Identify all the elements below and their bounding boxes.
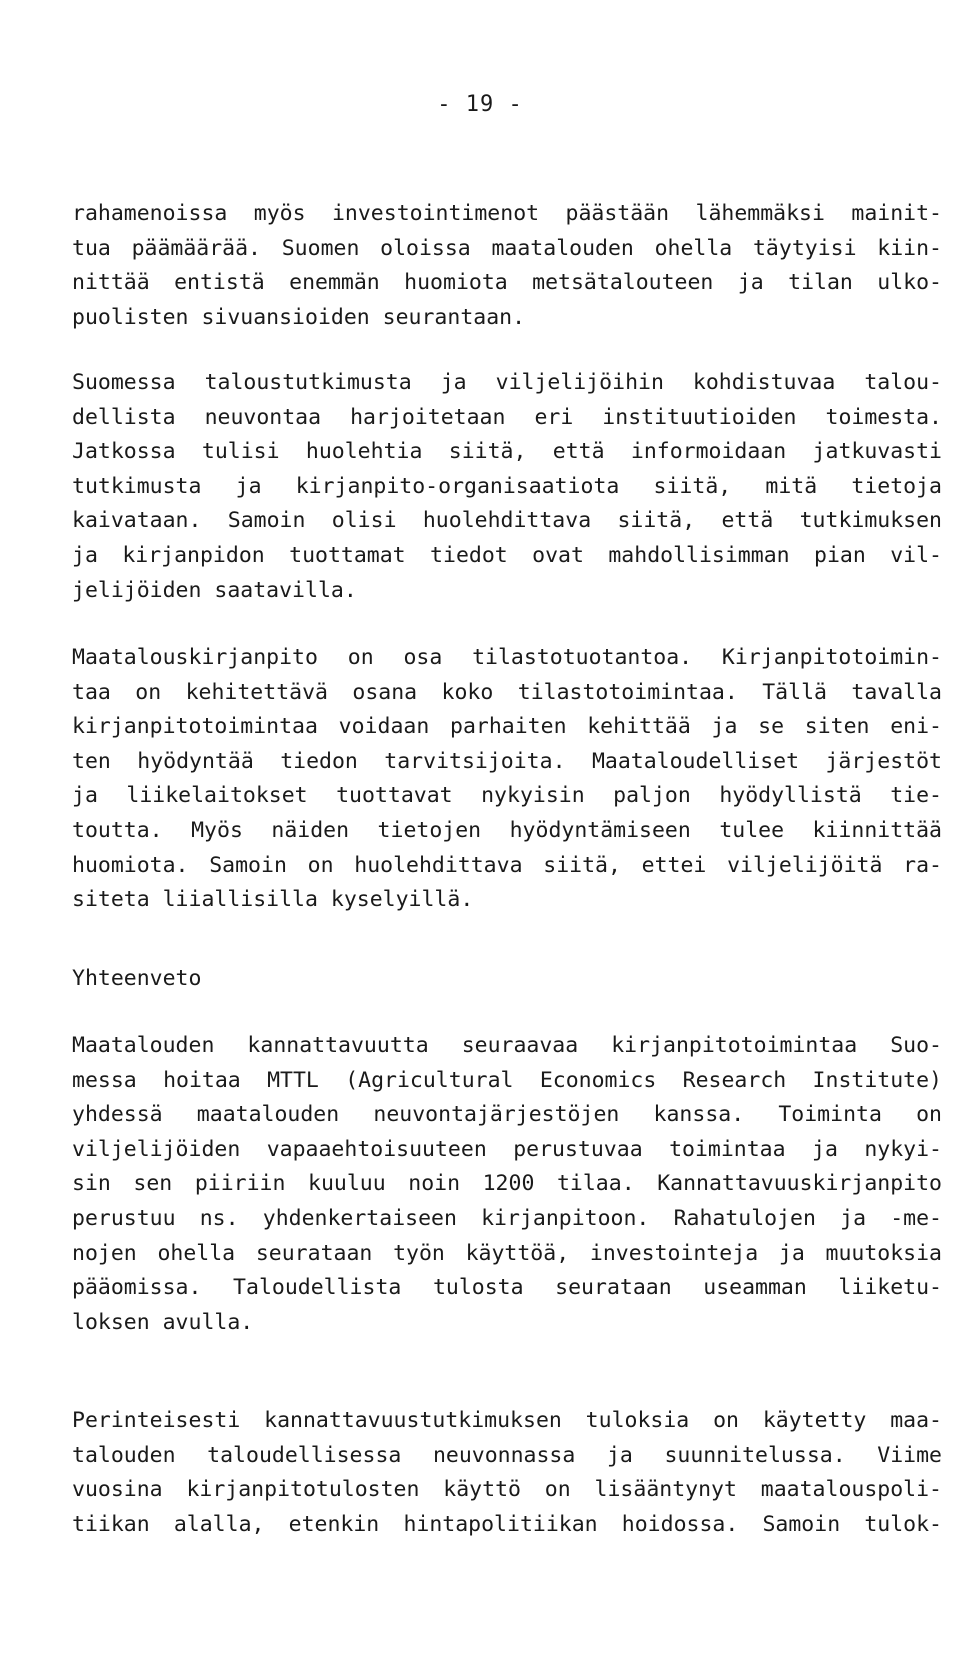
paragraph-3 [72,641,942,918]
text-line: ten hyödyntää tiedon tarvitsijoita. Maataloudelliset järjestöt [72,748,942,774]
text-line: perustuu ns. yhdenkertaiseen kirjanpitoon. Rahatulojen ja -me- [72,1205,942,1231]
text-line: taa on kehitettävä osana koko tilastotoimintaa. Tällä tavalla [72,679,942,705]
text-line: pääomissa. Taloudellista tulosta seurataan useamman liiketu- [72,1275,942,1301]
text-line: ja kirjanpidon tuottamat tiedot ovat mahdollisimman pian vil- [72,542,942,568]
paragraph-5 [72,1404,942,1542]
paragraph-2 [72,366,942,608]
text-line: ja liikelaitokset tuottavat nykyisin paljon hyödyllistä tie- [72,783,942,809]
text-line: siteta liiallisilla kyselyillä. [72,887,474,913]
text-line: vuosina kirjanpitotulosten käyttö on lisääntynyt maatalouspoli- [72,1477,942,1503]
text-line: Jatkossa tulisi huolehtia siitä, että informoidaan jatkuvasti [72,439,942,465]
section-heading: Yhteenveto [72,966,202,991]
text-line: Perinteisesti kannattavuustutkimuksen tuloksia on käytetty maa- [72,1408,942,1433]
text-line: tutkimusta ja kirjanpito-organisaatiota siitä, mitä tietoja [72,473,942,499]
text-line: Maatalouskirjanpito on osa tilastotuotantoa. Kirjanpitotoimin- [72,645,942,670]
text-line: loksen avulla. [72,1309,254,1335]
text-line: nojen ohella seurataan työn käyttöä, investointeja ja muutoksia [72,1240,942,1266]
text-line: viljelijöiden vapaaehtoisuuteen perustuvaa toimintaa ja nykyi- [72,1136,942,1162]
text-line: nittää entistä enemmän huomiota metsätalouteen ja tilan ulko- [72,270,942,296]
text-line: kaivataan. Samoin olisi huolehdittava siitä, että tutkimuksen [72,508,942,534]
text-line: dellista neuvontaa harjoitetaan eri instituutioiden toimesta. [72,404,942,430]
text-line: huomiota. Samoin on huolehdittava siitä, ettei viljelijöitä ra- [72,852,942,878]
text-line: puolisten sivuansioiden seurantaan. [72,304,526,330]
text-line: jelijöiden saatavilla. [72,577,357,603]
paragraph-4 [72,1029,942,1340]
text-line: kirjanpitotoimintaa voidaan parhaiten kehittää ja se siten eni- [72,714,942,740]
text-line: messa hoitaa MTTL (Agricultural Economics Research Institute) [72,1067,942,1093]
text-line: talouden taloudellisessa neuvonnassa ja suunnitelussa. Viime [72,1442,942,1468]
text-line: yhdessä maatalouden neuvontajärjestöjen kanssa. Toiminta on [72,1102,942,1128]
paragraph-1 [72,197,942,335]
text-line: toutta. Myös näiden tietojen hyödyntämiseen tulee kiinnittää [72,817,942,843]
text-line: sin sen piiriin kuuluu noin 1200 tilaa. Kannattavuuskirjanpito [72,1171,942,1197]
text-line: Suomessa taloustutkimusta ja viljelijöihin kohdistuvaa talou- [72,370,942,395]
text-line: tiikan alalla, etenkin hintapolitiikan hoidossa. Samoin tulok- [72,1511,942,1537]
text-line: tua päämäärää. Suomen oloissa maatalouden ohella täytyisi kiin- [72,235,942,261]
text-line: Maatalouden kannattavuutta seuraavaa kirjanpitotoimintaa Suo- [72,1033,942,1058]
page-number: - 19 - [437,92,523,117]
text-line: rahamenoissa myös investointimenot päästään lähemmäksi mainit- [72,201,942,226]
